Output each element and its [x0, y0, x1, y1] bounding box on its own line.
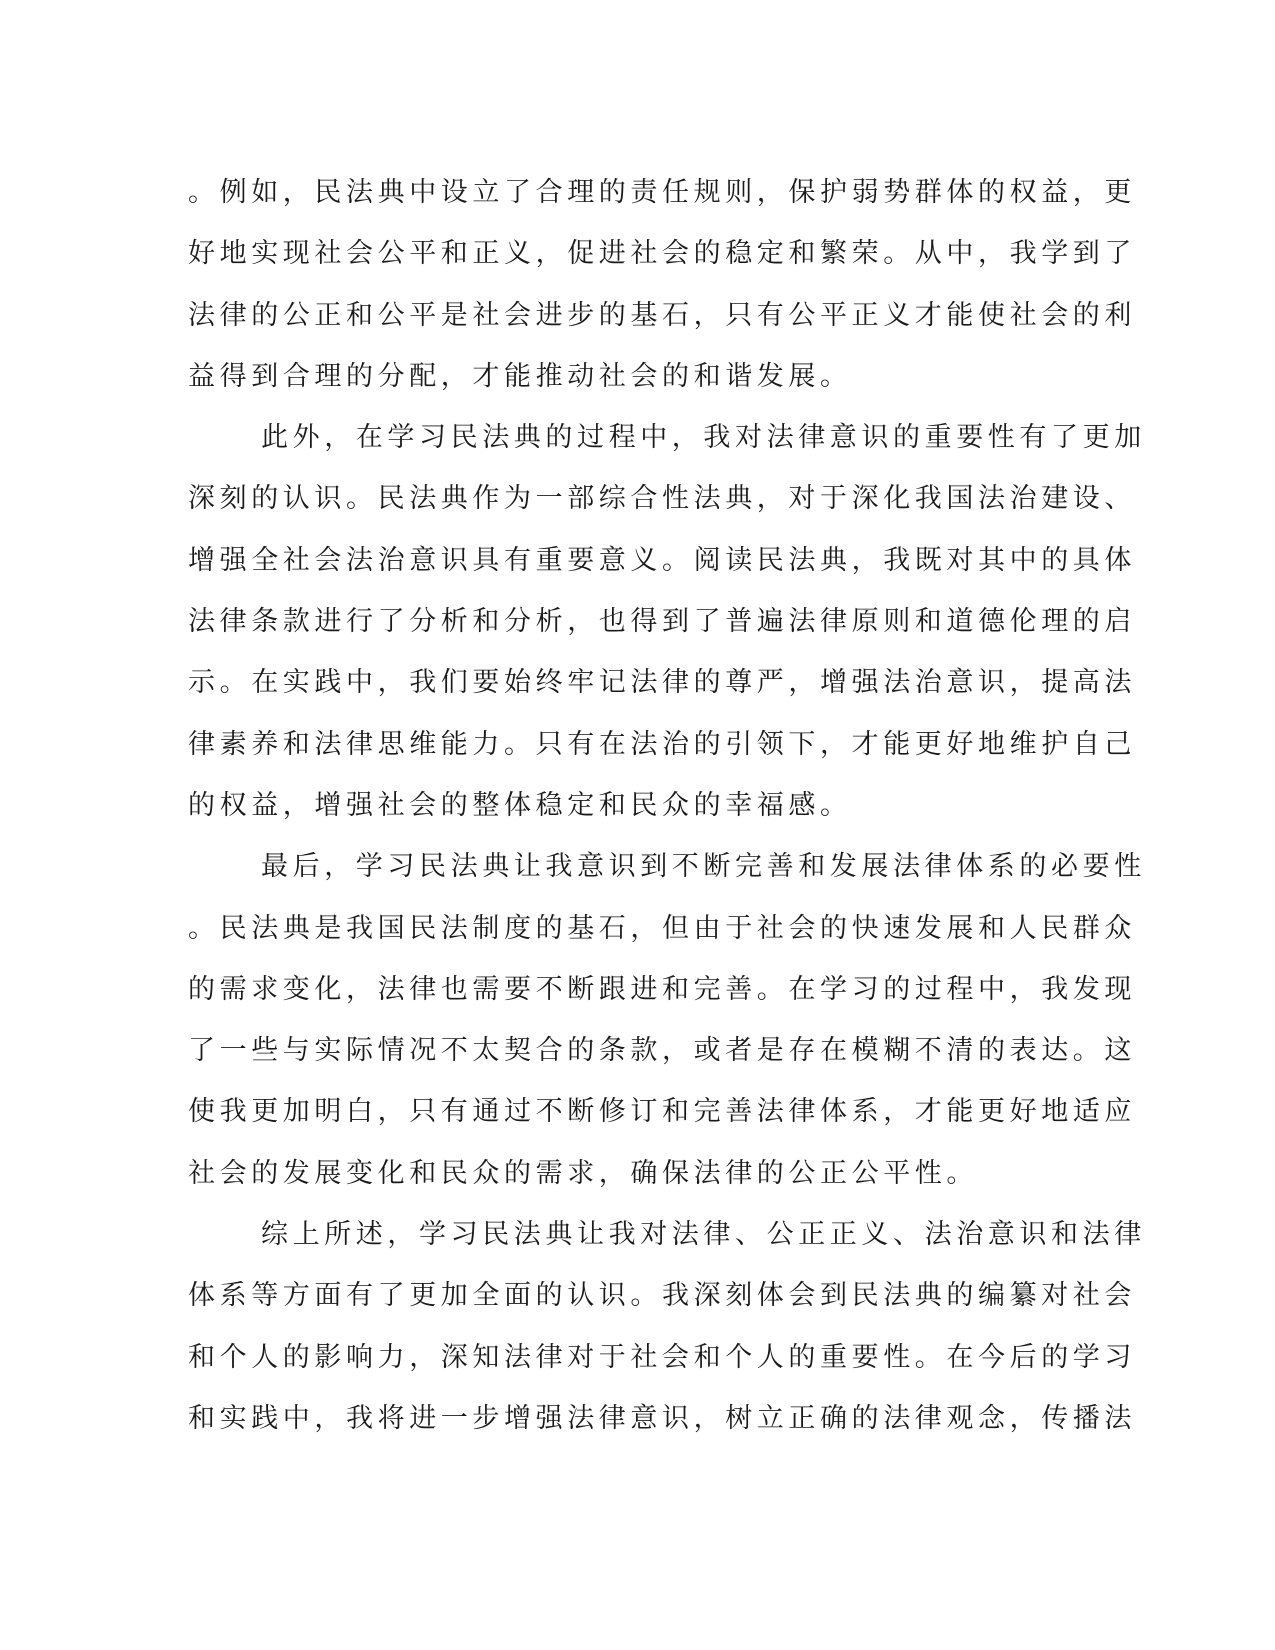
text-line: 法律条款进行了分析和分析，也得到了普遍法律原则和道德伦理的启 [188, 606, 1136, 638]
text-line: 体系等方面有了更加全面的认识。我深刻体会到民法典的编纂对社会 [188, 1280, 1136, 1312]
text-line: 律素养和法律思维能力。只有在法治的引领下，才能更好地维护自己 [188, 728, 1136, 760]
text-line: 益得到合理的分配，才能推动社会的和谐发展。 [188, 360, 852, 392]
text-line: 和个人的影响力，深知法律对于社会和个人的重要性。在今后的学习 [188, 1341, 1136, 1373]
text-line: 法律的公正和公平是社会进步的基石，只有公平正义才能使社会的利 [188, 299, 1136, 331]
text-line: 使我更加明白，只有通过不断修订和完善法律体系，才能更好地适应 [188, 1096, 1136, 1128]
text-line: 好地实现社会公平和正义，促进社会的稳定和繁荣。从中，我学到了 [188, 238, 1136, 270]
text-line: 和实践中，我将进一步增强法律意识，树立正确的法律观念，传播法 [188, 1402, 1136, 1434]
text-line: 的权益，增强社会的整体稳定和民众的幸福感。 [188, 789, 852, 821]
document-body [188, 162, 1146, 1449]
paragraph-first-line: 最后，学习民法典让我意识到不断完善和发展法律体系的必要性 [261, 851, 1146, 883]
text-line: 社会的发展变化和民众的需求，确保法律的公正公平性。 [188, 1157, 978, 1189]
text-line: 。例如，民法典中设立了合理的责任规则，保护弱势群体的权益，更 [188, 177, 1136, 208]
text-line: 深刻的认识。民法典作为一部综合性法典，对于深化我国法治建设、 [188, 483, 1136, 515]
text-line: 了一些与实际情况不太契合的条款，或者是存在模糊不清的表达。这 [188, 1035, 1136, 1067]
text-line: 的需求变化，法律也需要不断跟进和完善。在学习的过程中，我发现 [188, 973, 1136, 1005]
paragraph-first-line: 综上所述，学习民法典让我对法律、公正正义、法治意识和法律 [261, 1219, 1146, 1251]
text-line: 示。在实践中，我们要始终牢记法律的尊严，增强法治意识，提高法 [188, 667, 1136, 699]
text-line: 增强全社会法治意识具有重要意义。阅读民法典，我既对其中的具体 [188, 544, 1136, 576]
text-line: 。民法典是我国民法制度的基石，但由于社会的快速发展和人民群众 [188, 912, 1136, 944]
paragraph-first-line: 此外，在学习民法典的过程中，我对法律意识的重要性有了更加 [261, 422, 1146, 454]
